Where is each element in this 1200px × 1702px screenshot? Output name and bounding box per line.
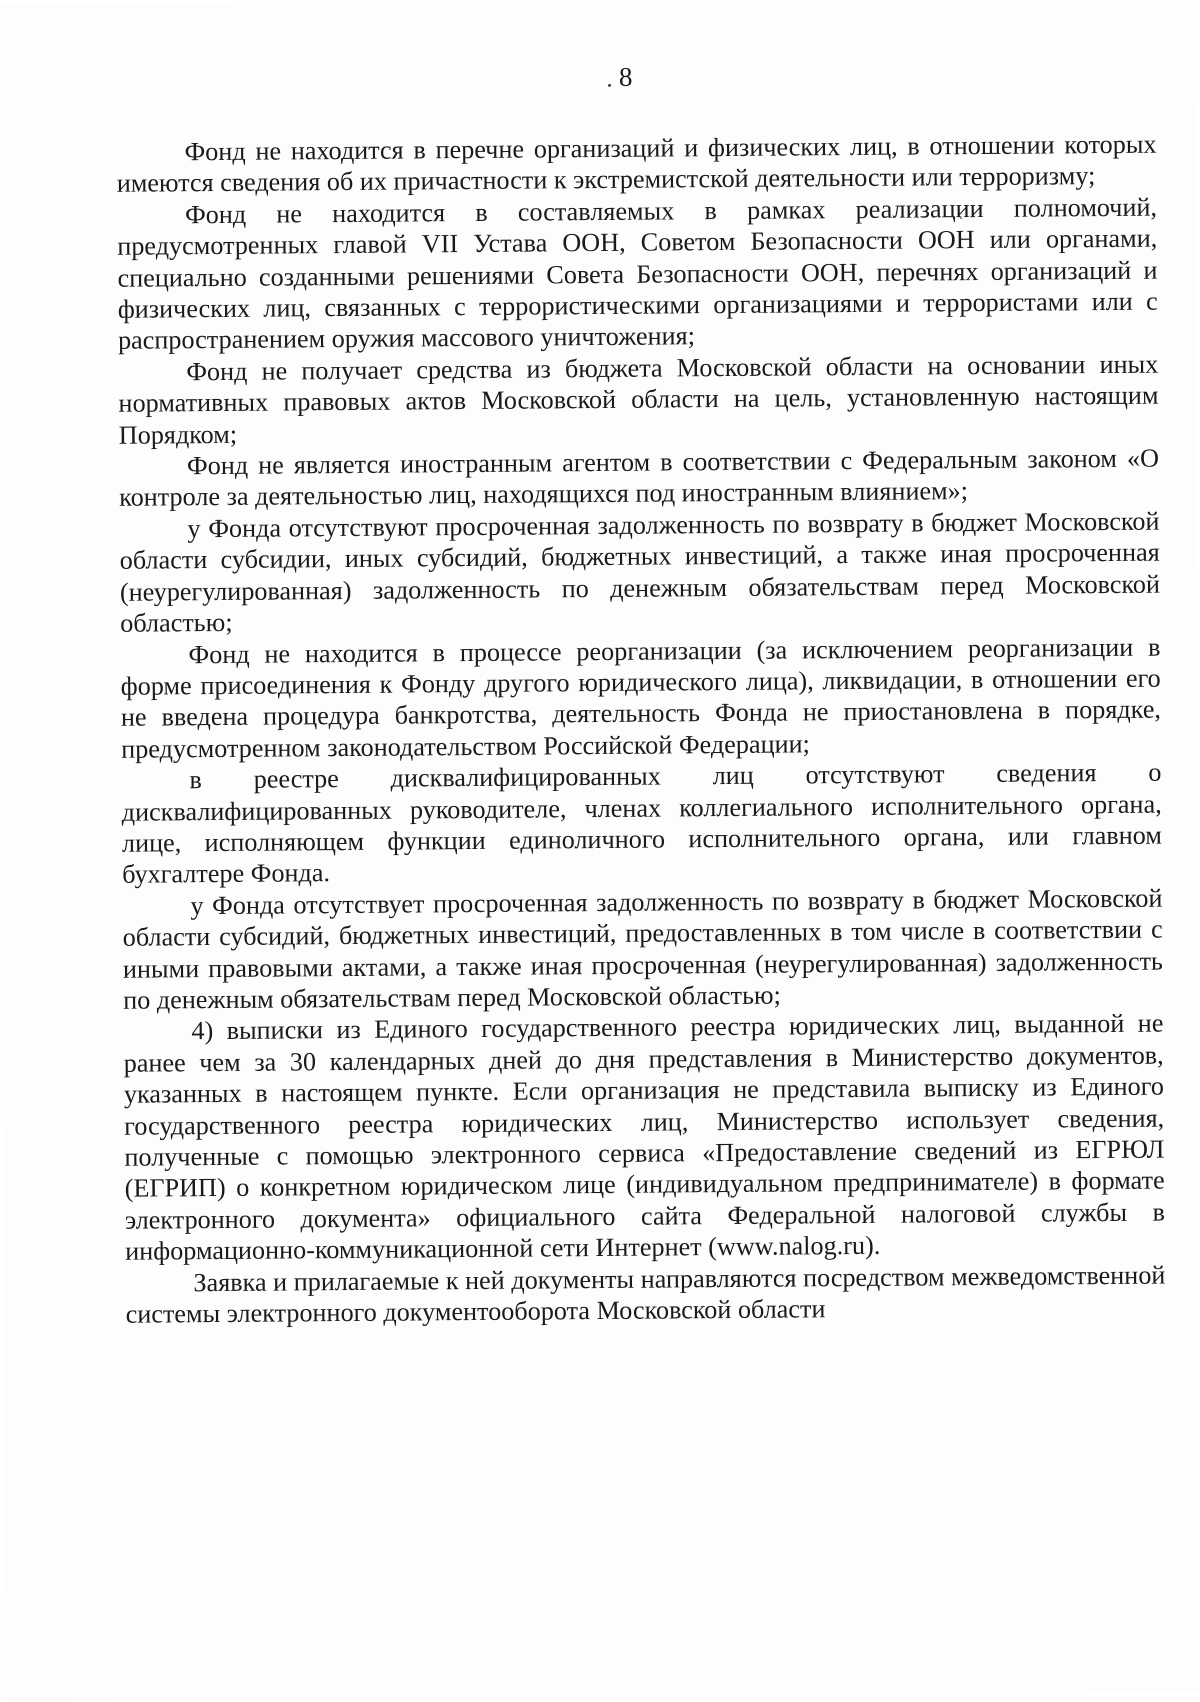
scan-speck [608,84,611,87]
paragraph-no-other-budget-funds: Фонд не получает средства из бюджета Московской области на основании иных нормативных правовых актов Московской области на цель, установленную настоящим Порядком; [118,349,1159,450]
paragraph-no-overdue-debt-1: у Фонда отсутствуют просроченная задолженность по возврату в бюджет Московской области субсидии, иных субсидий, бюджетных инвестиций, а также иная просроченная (неурегулированная) задолженность по денежным обязательствам перед Московской областью; [119,506,1161,638]
page-number: 8 [618,61,633,92]
paragraph-no-overdue-debt-2: у Фонда отсутствует просроченная задолженность по возврату в бюджет Московской области субсидий, бюджетных инвестиций, предоставленных в том числе в соответствии с иными правовыми актами, а также иная просроченная (неурегулированная) задолженность по денежным обязательствам перед Московской областью; [122,883,1164,1015]
paragraph-no-reorganization: Фонд не находится в процессе реорганизации (за исключением реорганизации в форме присоединения к Фонду другого юридического лица), ликвидации, в отношении его не введена процедура банкротства, деятельность Фонда не приостановлена в порядке, предусмотренном законодательством Российской Федерации; [120,632,1162,764]
paragraph-egrul-extract: 4) выписки из Единого государственного реестра юридических лиц, выданной не ранее чем за 30 календарных дней до дня представления в Министерство документов, указанных в настоящем пункте. Если организация не представила выписку из Единого государственного реестра юридических лиц, Министерство использует сведения, полученные с помощью электронного сервиса «Предоставление сведений из ЕГРЮЛ (ЕГРИП) о конкретном юридическом лице (индивидуальном предпринимателе) в формате электронного документа» официального сайта Федеральной налоговой службы в информационно-коммуникационной сети Интернет (www.nalog.ru). [123,1008,1165,1266]
paragraph-foreign-agent: Фонд не является иностранным агентом в соответствии с Федеральным законом «О контроле за деятельностью лиц, находящихся под иностранным влиянием»; [119,443,1160,513]
paragraph-application-submission: Заявка и прилагаемые к ней документы направляются посредством межведомственной системы электронного документооборота Московской области [125,1260,1166,1329]
paragraph-disqualified-persons: в реестре дисквалифицированных лиц отсутствуют сведения о дисквалифицированных руководителе, членах коллегиального исполнительного органа, лице, исполняющем функции единоличного исполнительного органа, или главном бухгалтере Фонда. [121,757,1163,890]
paragraph-extremism-list: Фонд не находится в перечне организаций и физических лиц, в отношении которых имеются сведения об их причастности к экстремистской деятельности или терроризму; [116,129,1157,199]
paragraph-un-sanctions-list: Фонд не находится в составляемых в рамках реализации полномочий, предусмотренных главой VII Устава ООН, Советом Безопасности ООН или органами, специально созданными решениями Совета Безопасности ООН, перечнях организаций и физических лиц, связанных с террористическими организациями и террористами или с распространением оружия массового уничтожения; [117,192,1158,356]
document-body [116,129,1165,1331]
